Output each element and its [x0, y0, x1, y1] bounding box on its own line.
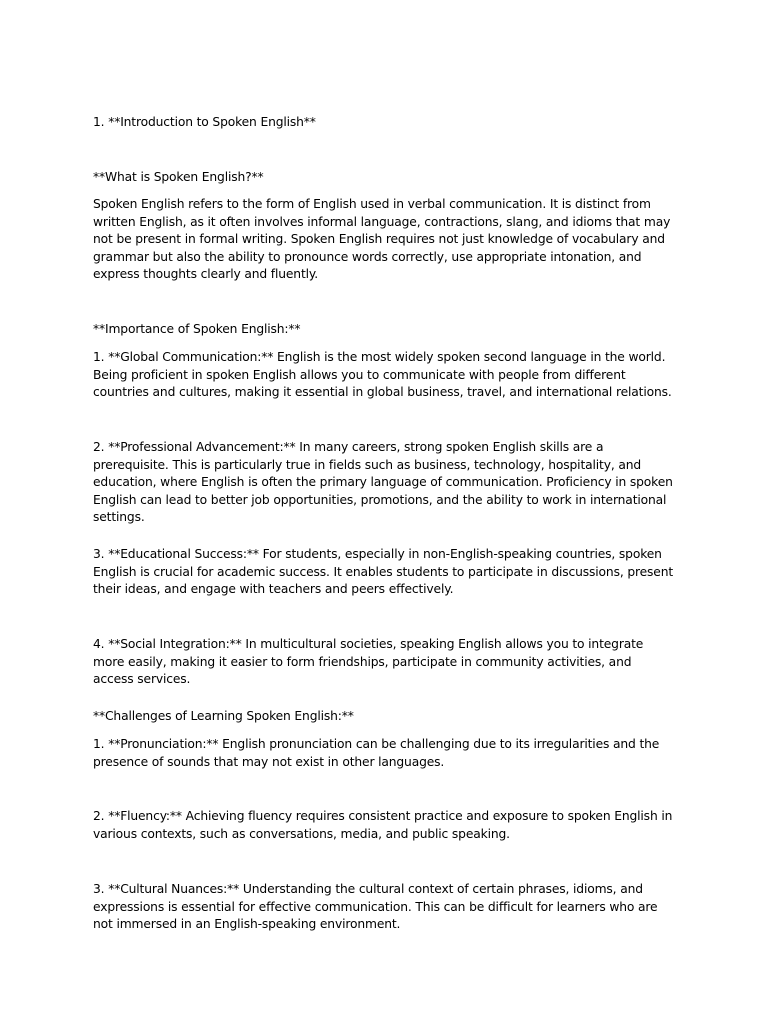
- section-heading-introduction: 1. **Introduction to Spoken English**: [93, 115, 316, 129]
- challenge-item-cultural-nuances: 3. **Cultural Nuances:** Understanding the cultural context of certain phrases, idioms, and expressions is essential for effective communication. This can be difficult for learners who are not immersed in an English-speaking environment.: [93, 882, 658, 932]
- subheading-what-is-spoken-english: **What is Spoken English?**: [93, 170, 264, 184]
- subheading-importance: **Importance of Spoken English:**: [93, 322, 301, 336]
- challenge-item-fluency: 2. **Fluency:** Achieving fluency requires consistent practice and exposure to spoken English in various contexts, such as conversations, media, and public speaking.: [93, 809, 673, 841]
- paragraph-what-is-spoken-english: Spoken English refers to the form of English used in verbal communication. It is distinct from written English, as it often involves informal language, contractions, slang, and idioms that may not be present in formal writing. Spoken English requires not just knowledge of vocabulary and grammar but also the ability to pronounce words correctly, use appropriate intonation, and express thoughts clearly and fluently.: [93, 197, 671, 282]
- importance-item-global-communication: 1. **Global Communication:** English is the most widely spoken second language in the world. Being proficient in spoken English allows you to communicate with people from different countries and cultures, making it essential in global business, travel, and international relations.: [93, 350, 672, 400]
- subheading-challenges: **Challenges of Learning Spoken English:**: [93, 709, 354, 723]
- importance-item-professional-advancement: 2. **Professional Advancement:** In many careers, strong spoken English skills are a prerequisite. This is particularly true in fields such as business, technology, hospitality, and education, where English is often the primary language of communication. Proficiency in spoken English can lead to better job opportunities, promotions, and the ability to work in international settings.: [93, 440, 673, 525]
- importance-item-social-integration: 4. **Social Integration:** In multicultural societies, speaking English allows you to integrate more easily, making it easier to form friendships, participate in community activities, and access services.: [93, 637, 644, 687]
- importance-item-educational-success: 3. **Educational Success:** For students, especially in non-English-speaking countries, spoken English is crucial for academic success. It enables students to participate in discussions, present their ideas, and engage with teachers and peers effectively.: [93, 547, 674, 597]
- challenge-item-pronunciation: 1. **Pronunciation:** English pronunciation can be challenging due to its irregularities and the presence of sounds that may not exist in other languages.: [93, 737, 660, 769]
